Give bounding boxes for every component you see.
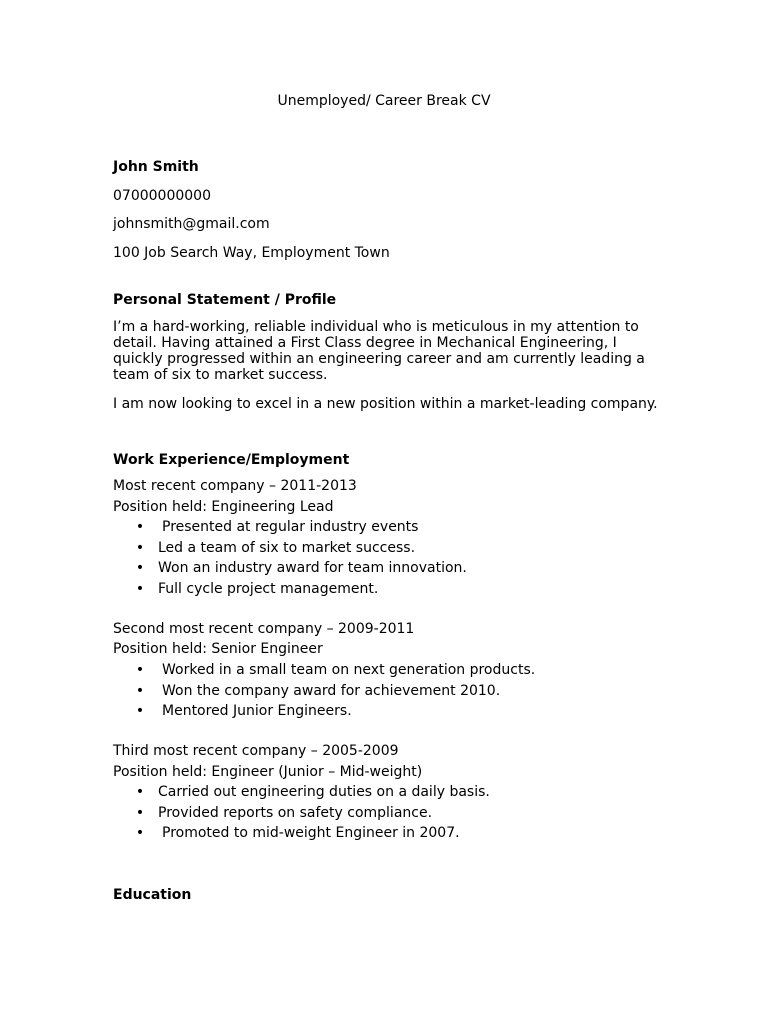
bullet-text: Presented at regular industry events — [162, 519, 419, 535]
profile-paragraph-2: I am now looking to excel in a new position within a market-leading company. — [113, 396, 658, 412]
phone-number: 07000000000 — [113, 188, 211, 204]
bullet-text: Carried out engineering duties on a daily basis. — [158, 784, 490, 800]
education-heading: Education — [113, 887, 192, 903]
bullet-icon: • — [135, 519, 145, 535]
postal-address: 100 Job Search Way, Employment Town — [113, 245, 390, 261]
bullet-icon: • — [135, 580, 145, 597]
bullet-icon: • — [135, 703, 145, 719]
bullet-text: Mentored Junior Engineers. — [162, 703, 352, 719]
bullet-text: Full cycle project management. — [158, 580, 379, 597]
bullet-text: Provided reports on safety compliance. — [158, 804, 433, 821]
bullet-icon: • — [135, 662, 145, 678]
bullet-text: Led a team of six to market success. — [158, 539, 416, 556]
profile-paragraph-1: I’m a hard-working, reliable individual who is meticulous in my attention to detail. Having attained a First Class degree in Mechanical Engineering, I quickly progressed within an engineering career and am currently leading a team of six to market success. — [113, 319, 645, 383]
job-company: Third most recent company – 2005-2009 — [113, 743, 399, 759]
job-position: Position held: Engineer (Junior – Mid-weight) — [113, 764, 423, 780]
bullet-text: Won an industry award for team innovation. — [158, 560, 467, 576]
job-company: Most recent company – 2011-2013 — [113, 478, 357, 494]
candidate-name: John Smith — [113, 159, 199, 175]
bullet-icon: • — [135, 804, 145, 821]
document-title: Unemployed/ Career Break CV — [277, 93, 491, 109]
job-company: Second most recent company – 2009-2011 — [113, 621, 415, 637]
bullet-icon: • — [135, 560, 145, 576]
work-heading: Work Experience/Employment — [113, 452, 350, 468]
job-position: Position held: Senior Engineer — [113, 641, 323, 657]
job-position: Position held: Engineering Lead — [113, 499, 334, 515]
bullet-icon: • — [135, 825, 145, 841]
bullet-icon: • — [135, 682, 145, 699]
profile-heading: Personal Statement / Profile — [113, 292, 337, 308]
bullet-text: Promoted to mid-weight Engineer in 2007. — [162, 825, 460, 841]
bullet-icon: • — [135, 539, 145, 556]
bullet-text: Worked in a small team on next generation products. — [162, 662, 536, 678]
bullet-icon: • — [135, 784, 145, 800]
email-address: johnsmith@gmail.com — [113, 216, 270, 232]
bullet-text: Won the company award for achievement 2010. — [162, 682, 501, 699]
